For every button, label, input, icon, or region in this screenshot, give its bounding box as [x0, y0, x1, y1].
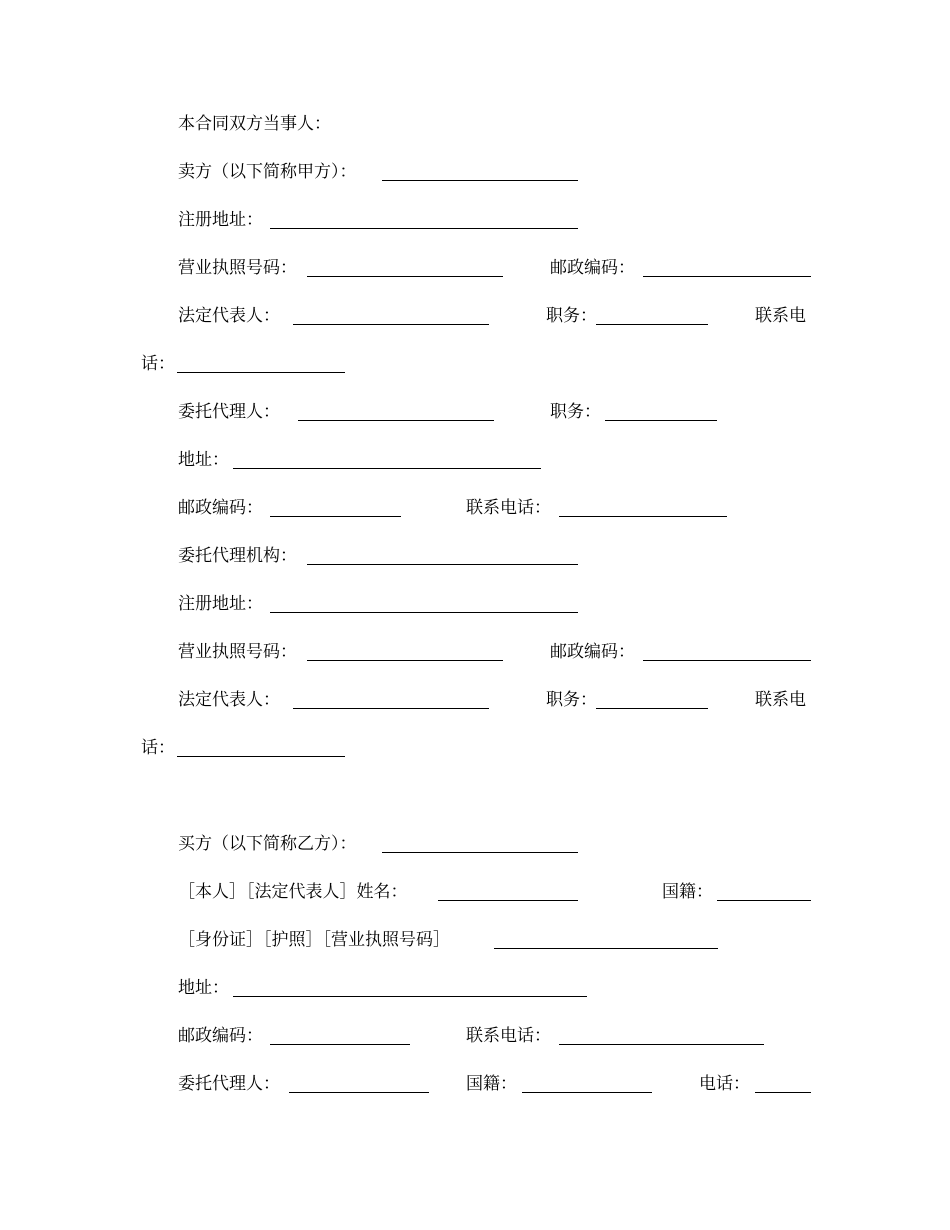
seller-phone-label-part1: 联系电	[755, 306, 806, 326]
seller-agency-label: 委托代理机构：	[178, 546, 297, 566]
buyer-postcode-field[interactable]	[270, 1044, 410, 1045]
seller-position-field[interactable]	[596, 324, 708, 325]
seller-agent-field[interactable]	[298, 420, 494, 421]
buyer-agent-phone-field[interactable]	[755, 1092, 811, 1093]
buyer-id-docs-label: ［身份证］［护照］［营业执照号码］	[178, 930, 450, 950]
buyer-agent-label: 委托代理人：	[178, 1074, 280, 1094]
seller-address-field[interactable]	[233, 468, 541, 469]
seller-legal-rep-label: 法定代表人：	[178, 306, 280, 326]
agency-license-field[interactable]	[307, 660, 503, 661]
agency-reg-address-field[interactable]	[270, 612, 578, 613]
buyer-person-name-field[interactable]	[438, 900, 578, 901]
buyer-heading: 买方（以下简称乙方）：	[178, 834, 357, 854]
buyer-nationality-field[interactable]	[717, 900, 811, 901]
seller-phone-label-part2: 话：	[141, 354, 175, 374]
buyer-agent-nationality-field[interactable]	[522, 1092, 652, 1093]
agency-legal-rep-field[interactable]	[293, 708, 489, 709]
agency-license-label: 营业执照号码：	[178, 642, 297, 662]
buyer-agent-nationality-label: 国籍：	[466, 1074, 517, 1094]
agency-legal-rep-label: 法定代表人：	[178, 690, 280, 710]
seller-license-field[interactable]	[307, 276, 503, 277]
buyer-address-label: 地址：	[178, 978, 229, 998]
buyer-phone-label: 联系电话：	[466, 1026, 551, 1046]
seller-agent-phone-label: 联系电话：	[466, 498, 551, 518]
agency-phone-label-part1: 联系电	[755, 690, 806, 710]
buyer-phone-field[interactable]	[559, 1044, 764, 1045]
agency-position-label: 职务：	[546, 690, 597, 710]
seller-position-label: 职务：	[546, 306, 597, 326]
seller-address-label: 地址：	[178, 450, 229, 470]
buyer-name-field[interactable]	[382, 852, 578, 853]
agency-postcode-label: 邮政编码：	[550, 642, 635, 662]
seller-reg-address-field[interactable]	[270, 228, 578, 229]
buyer-address-field[interactable]	[233, 996, 587, 997]
buyer-nationality-label: 国籍：	[662, 882, 713, 902]
seller-phone-field[interactable]	[177, 372, 345, 373]
seller-name-field[interactable]	[382, 180, 578, 181]
seller-postcode-label: 邮政编码：	[550, 258, 635, 278]
agency-postcode-field[interactable]	[643, 660, 811, 661]
agency-position-field[interactable]	[596, 708, 708, 709]
seller-agent-label: 委托代理人：	[178, 402, 280, 422]
seller-heading: 卖方（以下简称甲方）：	[178, 162, 357, 182]
seller-agency-field[interactable]	[307, 564, 578, 565]
seller-legal-rep-field[interactable]	[293, 324, 489, 325]
seller-agent-position-label: 职务：	[550, 402, 601, 422]
buyer-agent-field[interactable]	[289, 1092, 429, 1093]
seller-agent-position-field[interactable]	[605, 420, 717, 421]
agency-reg-address-label: 注册地址：	[178, 594, 263, 614]
agency-phone-field[interactable]	[177, 756, 345, 757]
buyer-postcode-label: 邮政编码：	[178, 1026, 263, 1046]
buyer-person-name-label: ［本人］［法定代表人］姓名：	[178, 882, 408, 902]
seller-agent-postcode-field[interactable]	[270, 516, 401, 517]
seller-agent-postcode-label: 邮政编码：	[178, 498, 263, 518]
seller-agent-phone-field[interactable]	[559, 516, 727, 517]
seller-reg-address-label: 注册地址：	[178, 210, 263, 230]
seller-license-label: 营业执照号码：	[178, 258, 297, 278]
seller-postcode-field[interactable]	[643, 276, 811, 277]
buyer-id-docs-field[interactable]	[494, 948, 718, 949]
buyer-agent-phone-label: 电话：	[699, 1074, 750, 1094]
agency-phone-label-part2: 话：	[141, 738, 175, 758]
intro-text: 本合同双方当事人：	[178, 114, 331, 134]
